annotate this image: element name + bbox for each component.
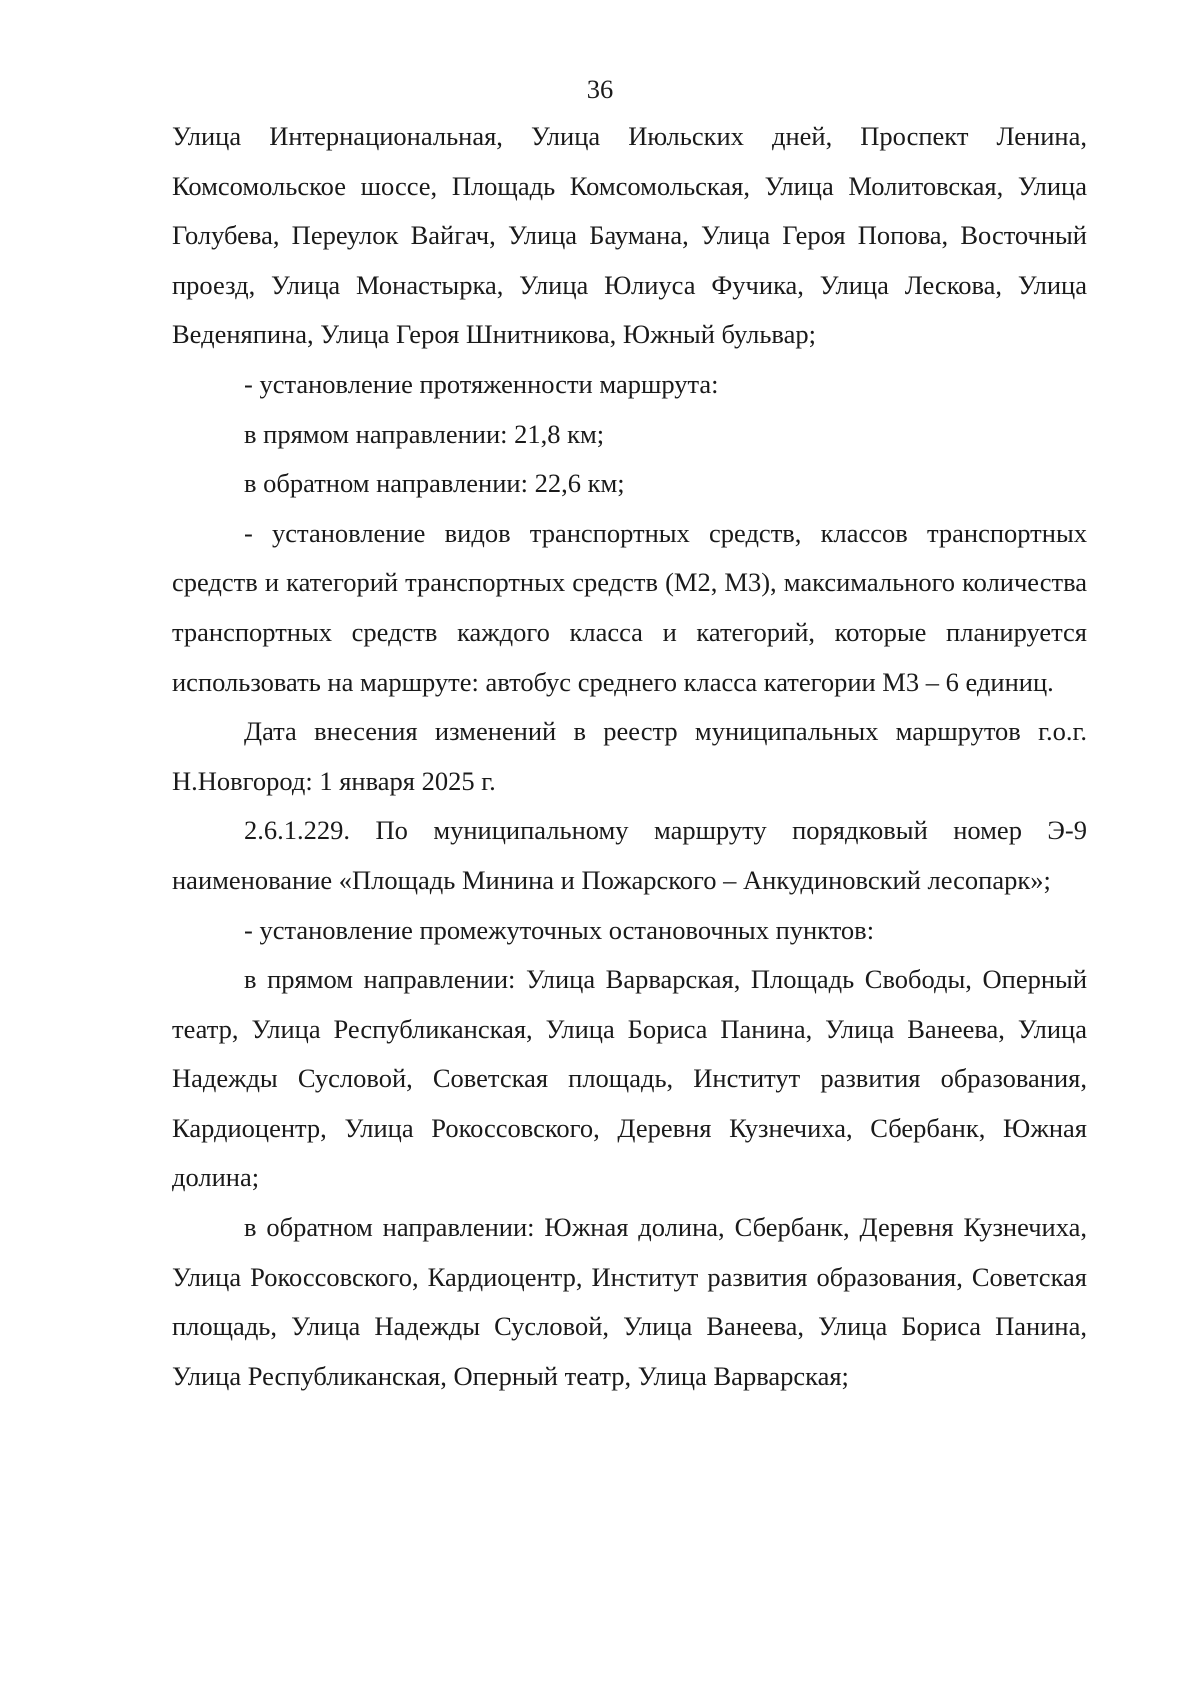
paragraph-route-length-heading: - установление протяженности маршрута:: [244, 368, 719, 399]
paragraph-forward-stops: в прямом направлении: Улица Варварская, Площадь Свободы, Оперный театр, Улица Республиканская, Улица Бориса Панина, Улица Ванеева, Улица Надежды Сусловой, Советская площадь, Институт развития образования, Кардиоцентр, Улица Рокоссовского, Деревня Кузнечиха, Сбербанк, Южная долина;: [172, 964, 1087, 1193]
paragraph-route-e9-title: 2.6.1.229. По муниципальному маршруту порядковый номер Э-9 наименование «Площадь Минина и Пожарского – Анкудиновский лесопарк»;: [172, 815, 1087, 895]
paragraph-reverse-stops: в обратном направлении: Южная долина, Сбербанк, Деревня Кузнечиха, Улица Рокоссовского, Кардиоцентр, Институт развития образования, Советская площадь, Улица Надежды Сусловой, Улица Ванеева, Улица Бориса Панина, Улица Республиканская, Оперный театр, Улица Варварская;: [172, 1212, 1087, 1391]
paragraph-vehicle-types: - установление видов транспортных средств, классов транспортных средств и категорий транспортных средств (М2, М3), максимального количества транспортных средств каждого класса и категорий, которые планируется использовать на маршруте: автобус среднего класса категории М3 – 6 единиц.: [172, 517, 1087, 697]
paragraph-street-list-continued: Улица Интернациональная, Улица Июльских дней, Проспект Ленина, Комсомольское шоссе, Площадь Комсомольская, Улица Молитовская, Улица Голубева, Переулок Вайгач, Улица Баумана, Улица Героя Попова, Восточный проезд, Улица Монастырка, Улица Юлиуса Фучика, Улица Лескова, Улица Веденяпина, Улица Героя Шнитникова, Южный бульвар;: [172, 121, 1087, 350]
document-body: [172, 112, 1087, 1401]
paragraph-forward-length: в прямом направлении: 21,8 км;: [244, 418, 605, 449]
paragraph-intermediate-stops-heading: - установление промежуточных остановочных пунктов:: [244, 914, 875, 945]
page-number: 36: [586, 74, 614, 104]
paragraph-registry-date: Дата внесения изменений в реестр муниципальных маршрутов г.о.г. Н.Новгород: 1 января 2025 г.: [172, 716, 1087, 796]
paragraph-reverse-length: в обратном направлении: 22,6 км;: [244, 468, 625, 499]
